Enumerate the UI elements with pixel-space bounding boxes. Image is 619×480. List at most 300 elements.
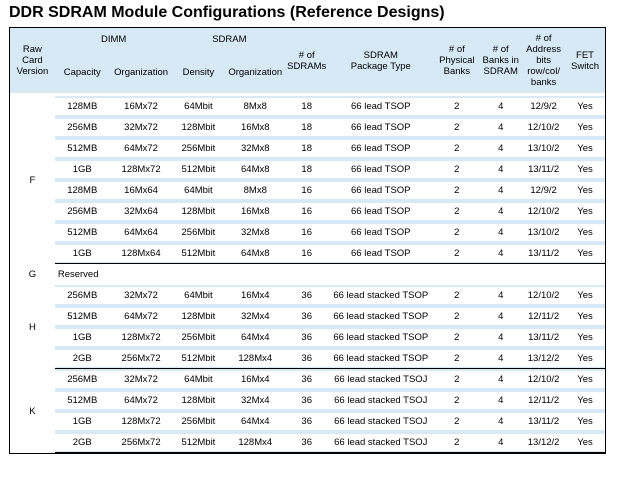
cell-text: 18 <box>286 161 327 178</box>
cell-text: 66 lead TSOP <box>327 119 434 136</box>
cell-dimm-organization <box>110 390 173 411</box>
cell-dimm-organization <box>110 159 173 180</box>
cell-physical-banks <box>434 369 479 390</box>
cell-address-bits <box>522 306 565 327</box>
cell-capacity <box>55 201 110 222</box>
cell-capacity <box>55 369 110 390</box>
cell-text: 4 <box>479 329 522 346</box>
cell-num-sdrams <box>286 327 327 348</box>
cell-text: 66 lead TSOP <box>327 161 434 178</box>
raw-card-version: K <box>10 369 55 453</box>
cell-physical-banks <box>434 243 479 264</box>
cell-address-bits <box>522 432 565 453</box>
cell-sdram-organization <box>224 369 286 390</box>
cell-dimm-organization <box>110 117 173 138</box>
cell-fet-switch <box>565 96 605 117</box>
cell-text: 13/12/2 <box>522 434 565 451</box>
cell-text: 2 <box>434 308 479 325</box>
cell-address-bits <box>522 369 565 390</box>
header-num-sdrams: # of SDRAMs <box>286 28 327 93</box>
cell-physical-banks <box>434 348 479 369</box>
cell-text: 64Mx8 <box>224 245 286 262</box>
cell-text: 512Mbit <box>173 161 225 178</box>
cell-dimm-organization <box>110 306 173 327</box>
cell-text: 16 <box>286 245 327 262</box>
cell-address-bits <box>522 159 565 180</box>
cell-num-sdrams <box>286 306 327 327</box>
cell-fet-switch <box>565 201 605 222</box>
cell-text: 1GB <box>55 161 110 178</box>
cell-capacity <box>55 348 110 369</box>
cell-text: 36 <box>286 413 327 430</box>
cell-sdram-organization <box>224 96 286 117</box>
cell-banks-in-sdram <box>479 348 522 369</box>
cell-banks-in-sdram <box>479 369 522 390</box>
header-raw-card-version: Raw Card Version <box>10 28 55 93</box>
cell-text: 16Mx72 <box>110 98 173 115</box>
cell-package-type <box>327 327 434 348</box>
page-title: DDR SDRAM Module Configurations (Reference Designs) <box>9 4 445 21</box>
cell-text: 4 <box>479 434 522 451</box>
cell-banks-in-sdram <box>479 222 522 243</box>
cell-address-bits <box>522 285 565 306</box>
cell-text: 13/11/2 <box>522 329 565 346</box>
cell-text: 32Mx72 <box>110 119 173 136</box>
header-sdram-organization: Organization <box>224 51 286 93</box>
cell-text: 256Mbit <box>173 413 225 430</box>
cell-physical-banks <box>434 306 479 327</box>
table-row-reserved <box>10 264 605 285</box>
cell-text: 18 <box>286 98 327 115</box>
cell-sdram-organization <box>224 411 286 432</box>
cell-text: 64Mx8 <box>224 161 286 178</box>
cell-text: Yes <box>565 224 605 241</box>
cell-density <box>173 390 225 411</box>
cell-package-type <box>327 411 434 432</box>
cell-text: Yes <box>565 434 605 451</box>
cell-text: Yes <box>565 371 605 388</box>
cell-fet-switch <box>565 117 605 138</box>
cell-text: 64Mx4 <box>224 413 286 430</box>
raw-card-version: H <box>10 285 55 369</box>
cell-text: 36 <box>286 287 327 304</box>
cell-address-bits <box>522 201 565 222</box>
cell-package-type <box>327 432 434 453</box>
cell-text: 16 <box>286 182 327 199</box>
cell-address-bits <box>522 411 565 432</box>
cell-num-sdrams <box>286 369 327 390</box>
cell-text: 128Mx72 <box>110 329 173 346</box>
cell-sdram-organization <box>224 348 286 369</box>
cell-address-bits <box>522 390 565 411</box>
cell-density <box>173 369 225 390</box>
cell-text: Yes <box>565 98 605 115</box>
cell-text: 4 <box>479 350 522 367</box>
raw-card-version: F <box>10 96 55 264</box>
cell-banks-in-sdram <box>479 306 522 327</box>
cell-text: 66 lead stacked TSOP <box>327 287 434 304</box>
cell-sdram-organization <box>224 117 286 138</box>
cell-text: 32Mx4 <box>224 308 286 325</box>
cell-sdram-organization <box>224 390 286 411</box>
header-banks-in-sdram: # of Banks in SDRAM <box>479 28 522 93</box>
cell-text: 66 lead TSOP <box>327 203 434 220</box>
cell-banks-in-sdram <box>479 285 522 306</box>
cell-text: 128MB <box>55 182 110 199</box>
cell-sdram-organization <box>224 243 286 264</box>
cell-text: 12/11/2 <box>522 392 565 409</box>
cell-text: 2 <box>434 119 479 136</box>
cell-text: 256MB <box>55 371 110 388</box>
cell-banks-in-sdram <box>479 201 522 222</box>
cell-physical-banks <box>434 117 479 138</box>
table-row <box>10 243 605 264</box>
cell-text: 36 <box>286 371 327 388</box>
cell-text: 4 <box>479 245 522 262</box>
cell-capacity <box>55 285 110 306</box>
table-row <box>10 411 605 432</box>
cell-num-sdrams <box>286 285 327 306</box>
cell-text: 32Mx4 <box>224 392 286 409</box>
cell-text: 32Mx8 <box>224 140 286 157</box>
cell-text: 256Mx72 <box>110 434 173 451</box>
table-row <box>10 306 605 327</box>
table-row <box>10 138 605 159</box>
cell-physical-banks <box>434 201 479 222</box>
cell-text: 32Mx8 <box>224 224 286 241</box>
cell-text: 66 lead TSOP <box>327 245 434 262</box>
cell-density <box>173 180 225 201</box>
cell-text: Yes <box>565 287 605 304</box>
cell-text: 16Mx4 <box>224 287 286 304</box>
cell-address-bits <box>522 180 565 201</box>
cell-package-type <box>327 180 434 201</box>
cell-text: 66 lead TSOP <box>327 140 434 157</box>
cell-text: 128Mx72 <box>110 161 173 178</box>
cell-address-bits <box>522 243 565 264</box>
table-row <box>10 222 605 243</box>
cell-text: 36 <box>286 350 327 367</box>
header-address-bits: # of Address bits row/col/ banks <box>522 28 565 93</box>
module-config-table <box>9 27 606 454</box>
header-dimm-organization: Organization <box>110 51 173 93</box>
cell-text: 64Mbit <box>173 287 225 304</box>
cell-physical-banks <box>434 390 479 411</box>
cell-text: 4 <box>479 98 522 115</box>
cell-text: 8Mx8 <box>224 98 286 115</box>
cell-text: 66 lead TSOP <box>327 98 434 115</box>
cell-package-type <box>327 222 434 243</box>
cell-physical-banks <box>434 222 479 243</box>
cell-text: 256Mbit <box>173 224 225 241</box>
cell-text: 66 lead TSOP <box>327 224 434 241</box>
cell-text: 4 <box>479 182 522 199</box>
cell-capacity <box>55 243 110 264</box>
cell-text: 512Mbit <box>173 434 225 451</box>
cell-text: 13/12/2 <box>522 350 565 367</box>
cell-text: 66 lead stacked TSOJ <box>327 392 434 409</box>
cell-fet-switch <box>565 369 605 390</box>
cell-density <box>173 411 225 432</box>
cell-text: 2 <box>434 287 479 304</box>
cell-fet-switch <box>565 327 605 348</box>
cell-num-sdrams <box>286 117 327 138</box>
cell-text: 4 <box>479 224 522 241</box>
cell-text: 32Mx64 <box>110 203 173 220</box>
cell-text: 128Mbit <box>173 392 225 409</box>
cell-text: Yes <box>565 413 605 430</box>
cell-num-sdrams <box>286 201 327 222</box>
cell-physical-banks <box>434 159 479 180</box>
cell-sdram-organization <box>224 285 286 306</box>
cell-text: Yes <box>565 140 605 157</box>
cell-dimm-organization <box>110 411 173 432</box>
cell-banks-in-sdram <box>479 327 522 348</box>
cell-text: 128MB <box>55 98 110 115</box>
cell-text: 18 <box>286 119 327 136</box>
cell-density <box>173 222 225 243</box>
cell-fet-switch <box>565 243 605 264</box>
cell-dimm-organization <box>110 432 173 453</box>
cell-text: 64Mbit <box>173 182 225 199</box>
cell-text: 512Mbit <box>173 245 225 262</box>
cell-banks-in-sdram <box>479 159 522 180</box>
cell-fet-switch <box>565 180 605 201</box>
cell-text: 16 <box>286 203 327 220</box>
cell-density <box>173 201 225 222</box>
cell-text: 13/11/2 <box>522 161 565 178</box>
cell-text: 64Mx72 <box>110 308 173 325</box>
cell-density <box>173 159 225 180</box>
cell-text: 66 lead stacked TSOJ <box>327 434 434 451</box>
header-capacity: Capacity <box>55 51 110 93</box>
table-row <box>10 285 605 306</box>
table-row <box>10 180 605 201</box>
cell-text: 64Mx64 <box>110 224 173 241</box>
cell-num-sdrams <box>286 138 327 159</box>
cell-text: 128Mx4 <box>224 434 286 451</box>
cell-density <box>173 348 225 369</box>
cell-density <box>173 138 225 159</box>
cell-text: 64Mx4 <box>224 329 286 346</box>
cell-dimm-organization <box>110 327 173 348</box>
cell-text: 2 <box>434 203 479 220</box>
cell-text: 66 lead stacked TSOP <box>327 308 434 325</box>
cell-dimm-organization <box>110 243 173 264</box>
cell-fet-switch <box>565 306 605 327</box>
cell-text: 2 <box>434 224 479 241</box>
cell-sdram-organization <box>224 138 286 159</box>
cell-dimm-organization <box>110 369 173 390</box>
cell-capacity <box>55 411 110 432</box>
table-row <box>10 159 605 180</box>
cell-text: 4 <box>479 140 522 157</box>
cell-sdram-organization <box>224 180 286 201</box>
cell-text: 4 <box>479 161 522 178</box>
cell-sdram-organization <box>224 306 286 327</box>
cell-text: 2 <box>434 329 479 346</box>
cell-text: 8Mx8 <box>224 182 286 199</box>
cell-fet-switch <box>565 432 605 453</box>
cell-text: 128Mbit <box>173 203 225 220</box>
cell-text: 36 <box>286 308 327 325</box>
cell-capacity <box>55 159 110 180</box>
cell-text: 13/10/2 <box>522 140 565 157</box>
cell-package-type <box>327 390 434 411</box>
cell-capacity <box>55 222 110 243</box>
cell-capacity <box>55 306 110 327</box>
table-row <box>10 348 605 369</box>
cell-banks-in-sdram <box>479 117 522 138</box>
cell-sdram-organization <box>224 201 286 222</box>
cell-text: 2GB <box>55 350 110 367</box>
table-row <box>10 390 605 411</box>
cell-text: 4 <box>479 371 522 388</box>
cell-density <box>173 327 225 348</box>
cell-dimm-organization <box>110 222 173 243</box>
cell-banks-in-sdram <box>479 96 522 117</box>
cell-address-bits <box>522 222 565 243</box>
cell-text: Yes <box>565 161 605 178</box>
cell-text: 36 <box>286 392 327 409</box>
cell-text: 32Mx72 <box>110 287 173 304</box>
cell-text: 12/9/2 <box>522 182 565 199</box>
cell-address-bits <box>522 327 565 348</box>
cell-text: Yes <box>565 203 605 220</box>
cell-text: 2 <box>434 371 479 388</box>
cell-num-sdrams <box>286 96 327 117</box>
cell-density <box>173 96 225 117</box>
cell-dimm-organization <box>110 138 173 159</box>
cell-text: 64Mbit <box>173 98 225 115</box>
cell-text: 128Mbit <box>173 308 225 325</box>
cell-sdram-organization <box>224 159 286 180</box>
cell-address-bits <box>522 117 565 138</box>
cell-text: 128Mbit <box>173 119 225 136</box>
cell-text: 12/10/2 <box>522 287 565 304</box>
cell-package-type <box>327 117 434 138</box>
cell-text: Yes <box>565 119 605 136</box>
cell-text: Yes <box>565 350 605 367</box>
cell-text: 256MB <box>55 203 110 220</box>
cell-density <box>173 285 225 306</box>
cell-physical-banks <box>434 327 479 348</box>
header-physical-banks: # of Physical Banks <box>434 28 479 93</box>
cell-package-type <box>327 138 434 159</box>
cell-num-sdrams <box>286 411 327 432</box>
cell-density <box>173 117 225 138</box>
cell-text: 36 <box>286 329 327 346</box>
cell-text: 4 <box>479 119 522 136</box>
cell-text: 2 <box>434 161 479 178</box>
cell-text: 2 <box>434 140 479 157</box>
header-fet-switch: FET Switch <box>565 28 605 93</box>
cell-fet-switch <box>565 159 605 180</box>
cell-text: Yes <box>565 329 605 346</box>
cell-physical-banks <box>434 96 479 117</box>
cell-address-bits <box>522 348 565 369</box>
cell-physical-banks <box>434 411 479 432</box>
cell-text: 12/10/2 <box>522 203 565 220</box>
cell-text: 256MB <box>55 287 110 304</box>
cell-density <box>173 432 225 453</box>
table-row <box>10 117 605 138</box>
cell-text: 12/10/2 <box>522 371 565 388</box>
header-sdram: SDRAM <box>173 28 287 51</box>
cell-text: 4 <box>479 413 522 430</box>
cell-text: 16Mx4 <box>224 371 286 388</box>
cell-num-sdrams <box>286 159 327 180</box>
cell-text: 13/11/2 <box>522 245 565 262</box>
cell-capacity <box>55 96 110 117</box>
cell-text: 64Mx72 <box>110 392 173 409</box>
table-body <box>10 96 605 453</box>
header-dimm: DIMM <box>55 28 173 51</box>
cell-banks-in-sdram <box>479 138 522 159</box>
cell-text: 16 <box>286 224 327 241</box>
cell-text: 66 lead TSOP <box>327 182 434 199</box>
cell-text: 64Mbit <box>173 371 225 388</box>
cell-fet-switch <box>565 285 605 306</box>
cell-text: 512MB <box>55 224 110 241</box>
cell-text: 128Mx72 <box>110 413 173 430</box>
cell-text: 256Mx72 <box>110 350 173 367</box>
cell-text: 2 <box>434 245 479 262</box>
cell-banks-in-sdram <box>479 432 522 453</box>
cell-text: 18 <box>286 140 327 157</box>
cell-text: 12/10/2 <box>522 119 565 136</box>
header-package-type: SDRAM Package Type <box>327 28 434 93</box>
cell-num-sdrams <box>286 180 327 201</box>
cell-text: 16Mx64 <box>110 182 173 199</box>
cell-text: 1GB <box>55 245 110 262</box>
cell-capacity <box>55 432 110 453</box>
cell-text: 256Mbit <box>173 140 225 157</box>
cell-dimm-organization <box>110 201 173 222</box>
cell-text: 13/11/2 <box>522 413 565 430</box>
cell-physical-banks <box>434 432 479 453</box>
cell-text: Yes <box>565 245 605 262</box>
cell-text: Yes <box>565 182 605 199</box>
cell-sdram-organization <box>224 222 286 243</box>
cell-package-type <box>327 369 434 390</box>
cell-banks-in-sdram <box>479 390 522 411</box>
header-density: Density <box>173 51 225 93</box>
cell-package-type <box>327 159 434 180</box>
cell-package-type <box>327 306 434 327</box>
cell-package-type <box>327 96 434 117</box>
cell-text: 32Mx72 <box>110 371 173 388</box>
cell-text: 4 <box>479 287 522 304</box>
table-row <box>10 432 605 453</box>
table-row <box>10 201 605 222</box>
cell-text: 66 lead stacked TSOP <box>327 350 434 367</box>
cell-capacity <box>55 180 110 201</box>
cell-text: 13/10/2 <box>522 224 565 241</box>
cell-text: 4 <box>479 203 522 220</box>
cell-text: 16Mx8 <box>224 203 286 220</box>
cell-text: 66 lead stacked TSOP <box>327 329 434 346</box>
cell-num-sdrams <box>286 243 327 264</box>
cell-banks-in-sdram <box>479 180 522 201</box>
cell-text: 512Mbit <box>173 350 225 367</box>
cell-package-type <box>327 285 434 306</box>
cell-text: 66 lead stacked TSOJ <box>327 413 434 430</box>
cell-text: 12/11/2 <box>522 308 565 325</box>
cell-fet-switch <box>565 390 605 411</box>
raw-card-version: G <box>10 264 55 285</box>
cell-package-type <box>327 201 434 222</box>
